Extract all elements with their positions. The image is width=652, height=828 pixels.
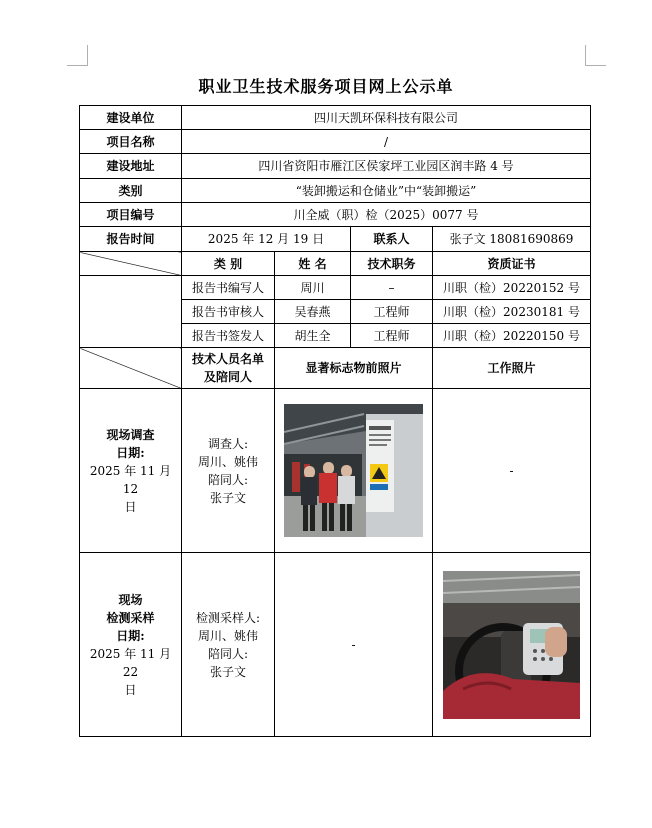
sampling-landmark-photo-cell: - [275,553,433,737]
unit-value: 四川天凯环保科技有限公司 [182,106,591,130]
survey-work-photo-cell: - [433,389,591,553]
address-label: 建设地址 [80,154,182,179]
category-value: “装卸搬运和仓储业”中“装卸搬运” [182,179,591,203]
survey-people [182,389,275,553]
staff-cert: 川职（检）20220152 号 [433,276,591,300]
sampling-date-suffix: 日 [124,682,137,697]
staff-type: 报告书编写人 [182,276,275,300]
address-value: 四川省资阳市雁江区侯家坪工业园区润丰路 4 号 [182,154,591,179]
sampling-row [80,553,591,737]
companion-label: 陪同人: [207,472,249,487]
publicity-form [79,105,591,737]
staff-header-title: 技术职务 [351,252,433,276]
staff-name: 吴春燕 [275,300,351,324]
staff-name: 周川 [275,276,351,300]
contact-value: 张子文 18081690869 [433,227,591,252]
work-photo [443,571,580,719]
unit-label: 建设单位 [80,106,182,130]
staff-list-header-line1: 技术人员名单 [191,352,264,366]
sampling-date: 2025 年 11 月 22 [89,646,172,679]
sampler-label: 检测采样人: [195,610,261,625]
project-label: 项目名称 [80,130,182,154]
staff-row [80,276,591,300]
work-photo-header: 工作照片 [433,348,591,389]
surveyor-names: 周川、姚伟 [197,454,258,469]
survey-date-suffix: 日 [124,499,137,514]
row-category [80,179,591,203]
project-value: / [182,130,591,154]
staff-title: 工程师 [351,300,433,324]
landmark-photo [284,404,423,537]
sampling-label-line: 日期: [116,628,145,643]
report-time-label: 报告时间 [80,227,182,252]
corner-mark-right [585,45,606,66]
staff-header-cert: 资质证书 [433,252,591,276]
corner-mark-left [67,45,88,66]
survey-label-line: 现场调查 [106,427,155,442]
staff-type: 报告书审核人 [182,300,275,324]
landmark-photo-header: 显著标志物前照片 [275,348,433,389]
companion-label: 陪同人: [207,646,249,661]
sampling-label-line: 检测采样 [106,610,155,625]
report-time-value: 2025 年 12 月 19 日 [182,227,351,252]
row-project [80,130,591,154]
number-value: 川全威（职）检（2025）0077 号 [182,203,591,227]
staff-name: 胡生全 [275,324,351,348]
survey-landmark-photo-cell [275,389,433,553]
diagonal-cell [80,348,182,389]
number-label: 项目编号 [80,203,182,227]
row-address [80,154,591,179]
sampling-work-photo-cell [433,553,591,737]
diagonal-cell [80,252,182,276]
staff-title: – [351,276,433,300]
sampling-label-line: 现场 [118,592,143,607]
sampling-label [80,553,182,737]
staff-list-header [182,348,275,389]
companion-name: 张子文 [209,490,246,505]
survey-label-line: 日期: [116,445,145,460]
staff-cert: 川职（检）20230181 号 [433,300,591,324]
row-unit [80,106,591,130]
staff-type: 报告书签发人 [182,324,275,348]
staff-title: 工程师 [351,324,433,348]
staff-header-name: 姓 名 [275,252,351,276]
survey-label [80,389,182,553]
staff-cert: 川职（检）20220150 号 [433,324,591,348]
staff-header-type: 类 别 [182,252,275,276]
contact-label: 联系人 [351,227,433,252]
surveyor-label: 调查人: [207,436,249,451]
staff-blank-cell [80,276,182,348]
survey-row [80,389,591,553]
page-title: 职业卫生技术服务项目网上公示单 [198,77,454,96]
sampler-names: 周川、姚伟 [197,628,258,643]
photo-header-row [80,348,591,389]
companion-name: 张子文 [209,664,246,679]
category-label: 类别 [80,179,182,203]
survey-date: 2025 年 11 月 12 [89,463,172,496]
row-number [80,203,591,227]
staff-list-header-line2: 及陪同人 [203,370,252,384]
row-report-time [80,227,591,252]
staff-header-row [80,252,591,276]
sampling-people [182,553,275,737]
